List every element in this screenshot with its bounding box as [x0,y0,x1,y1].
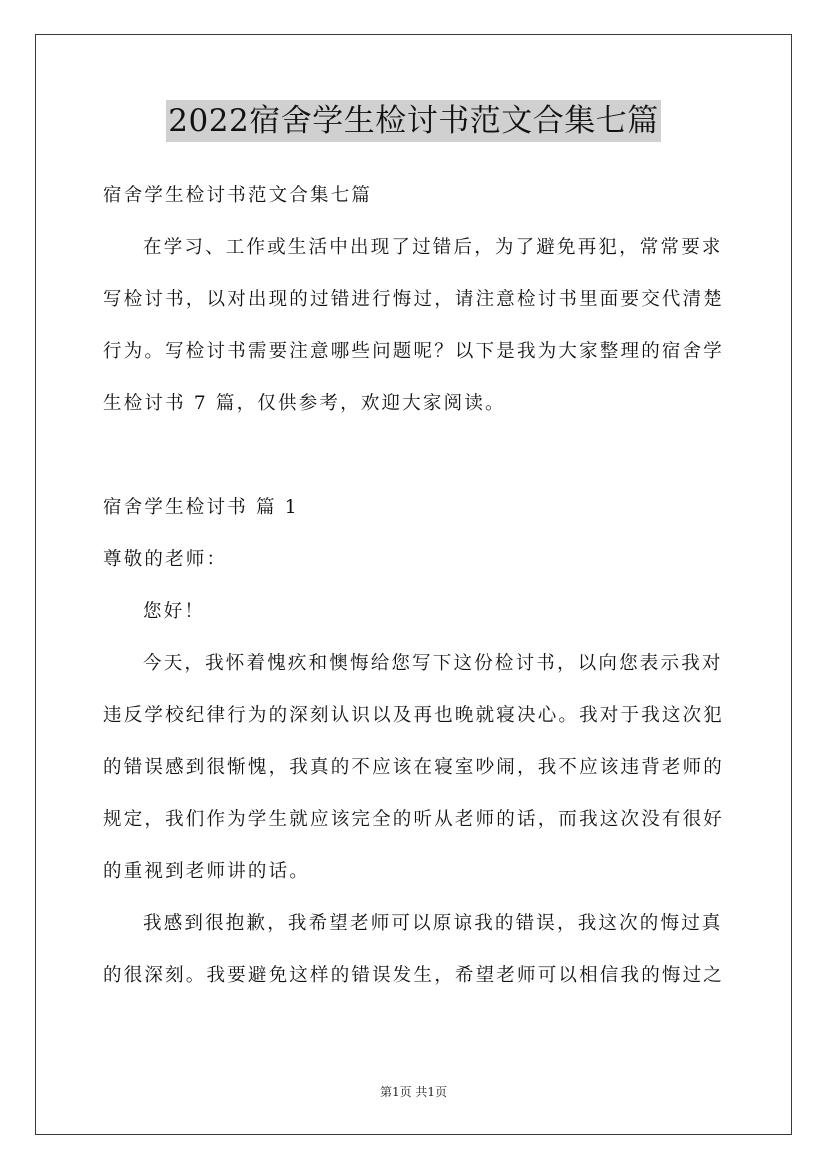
paragraph-line: 违反学校纪律行为的深刻认识以及再也晚就寝决心。我对于我这次犯 [103,705,725,726]
paragraph-line: 的重视到老师讲的话。 [103,861,311,882]
paragraph-line: 今天，我怀着愧疚和懊悔给您写下这份检讨书，以向您表示我对 [143,653,723,674]
document-subtitle: 宿舍学生检讨书范文合集七篇 [103,185,373,206]
spacer [103,430,727,482]
greeting: 您好！ [143,601,206,622]
document-body [103,170,727,1002]
intro-line: 行为。写检讨书需要注意哪些问题呢？以下是我为大家整理的宿舍学 [103,341,725,362]
paragraph-line: 的很深刻。我要避免这样的错误发生，希望老师可以相信我的悔过之 [103,965,725,986]
section-heading: 宿舍学生检讨书 篇 1 [103,497,299,518]
intro-line: 写检讨书，以对出现的过错进行悔过，请注意检讨书里面要交代清楚 [103,289,725,310]
paragraph-line: 规定，我们作为学生就应该完全的听从老师的话，而我这次没有很好 [103,809,725,830]
paragraph-line: 我感到很抱歉，我希望老师可以原谅我的错误，我这次的悔过真 [143,913,723,934]
salutation: 尊敬的老师： [103,549,228,570]
page-number: 第1页 共1页 [379,1085,448,1099]
document-title: 2022宿舍学生检讨书范文合集七篇 [166,100,660,142]
paragraph-line: 的错误感到很惭愧，我真的不应该在寝室吵闹，我不应该违背老师的 [103,757,725,778]
intro-line: 在学习、工作或生活中出现了过错后，为了避免再犯，常常要求 [143,237,723,258]
title-container [0,100,827,142]
intro-line: 生检讨书 7 篇，仅供参考，欢迎大家阅读。 [103,393,506,414]
